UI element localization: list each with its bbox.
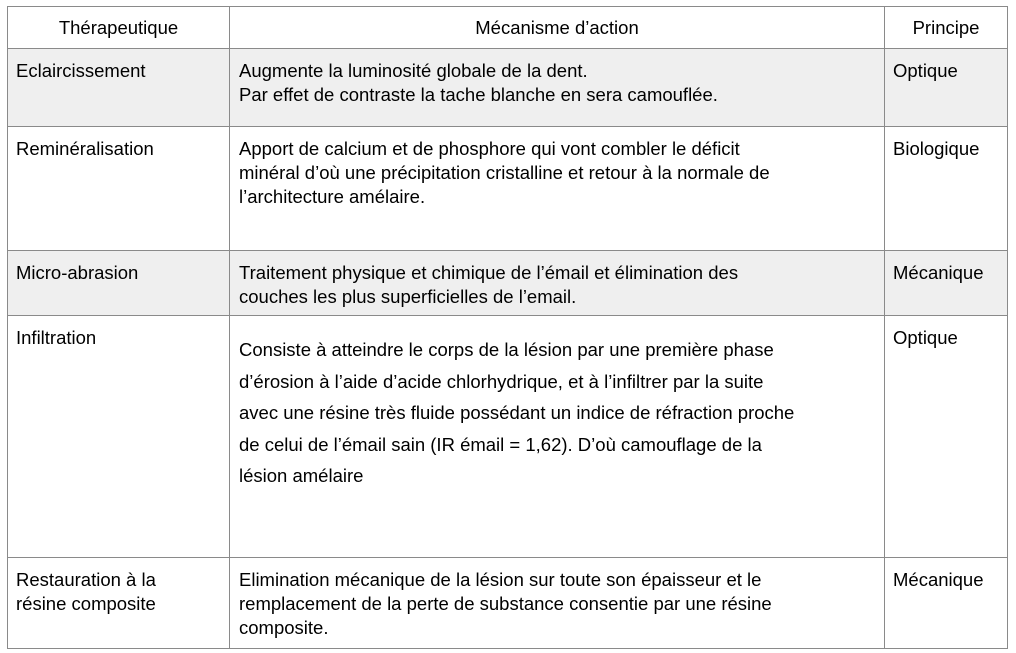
therapeutique-text: Restauration à la xyxy=(16,569,156,590)
cell-therapeutique xyxy=(8,316,230,558)
therapeutique-text: Infiltration xyxy=(16,327,97,348)
header-therapeutique: Thérapeutique xyxy=(8,7,230,49)
cell-mecanisme xyxy=(230,127,885,251)
mecanisme-line: Elimination mécanique de la lésion sur toute son épaisseur et le xyxy=(239,569,762,590)
table-row xyxy=(8,316,1008,558)
table-row xyxy=(8,127,1008,251)
cell-principe: Biologique xyxy=(885,127,1008,251)
mecanisme-line: Augmente la luminosité globale de la dent. xyxy=(239,60,588,81)
mecanisme-line: composite. xyxy=(239,617,329,638)
table-row xyxy=(8,558,1008,649)
mecanisme-line: lésion amélaire xyxy=(239,465,364,486)
cell-therapeutique xyxy=(8,558,230,649)
mecanisme-line: minéral d’où une précipitation cristalline et retour à la normale de xyxy=(239,162,770,183)
therapeutique-text: Eclaircissement xyxy=(16,60,146,81)
table-row xyxy=(8,49,1008,127)
mecanisme-line: Traitement physique et chimique de l’émail et élimination des xyxy=(239,262,739,283)
cell-therapeutique xyxy=(8,127,230,251)
therapeutique-text: Micro-abrasion xyxy=(16,262,139,283)
mecanisme-line: d’érosion à l’aide d’acide chlorhydrique, et à l’infiltrer par la suite xyxy=(239,370,764,392)
mecanisme-line: remplacement de la perte de substance consentie par une résine xyxy=(239,593,772,614)
therapeutique-text: Reminéralisation xyxy=(16,138,154,159)
cell-therapeutique xyxy=(8,251,230,316)
cell-mecanisme xyxy=(230,558,885,649)
therapeutics-table xyxy=(7,6,1008,649)
cell-mecanisme xyxy=(230,316,885,558)
cell-principe: Optique xyxy=(885,49,1008,127)
mecanisme-line: l’architecture amélaire. xyxy=(239,186,426,207)
header-principe: Principe xyxy=(885,7,1008,49)
mecanisme-line: Apport de calcium et de phosphore qui vont combler le déficit xyxy=(239,138,740,159)
mecanisme-line: de celui de l’émail sain (IR émail = 1,62). D’où camouflage de la xyxy=(239,433,762,455)
mecanisme-line: avec une résine très fluide possédant un indice de réfraction proche xyxy=(239,402,795,423)
cell-mecanisme xyxy=(230,251,885,316)
cell-principe: Optique xyxy=(885,316,1008,558)
header-row xyxy=(8,7,1008,49)
mecanisme-line: Consiste à atteindre le corps de la lésion par une première phase xyxy=(239,339,774,360)
cell-therapeutique xyxy=(8,49,230,127)
cell-mecanisme xyxy=(230,49,885,127)
mecanisme-line: couches les plus superficielles de l’email. xyxy=(239,286,577,307)
mecanisme-line: Par effet de contraste la tache blanche en sera camouflée. xyxy=(239,84,718,105)
cell-principe: Mécanique xyxy=(885,558,1008,649)
therapeutique-text: résine composite xyxy=(16,593,156,614)
cell-principe: Mécanique xyxy=(885,251,1008,316)
table-row xyxy=(8,251,1008,316)
header-mecanisme: Mécanisme d’action xyxy=(230,7,885,49)
